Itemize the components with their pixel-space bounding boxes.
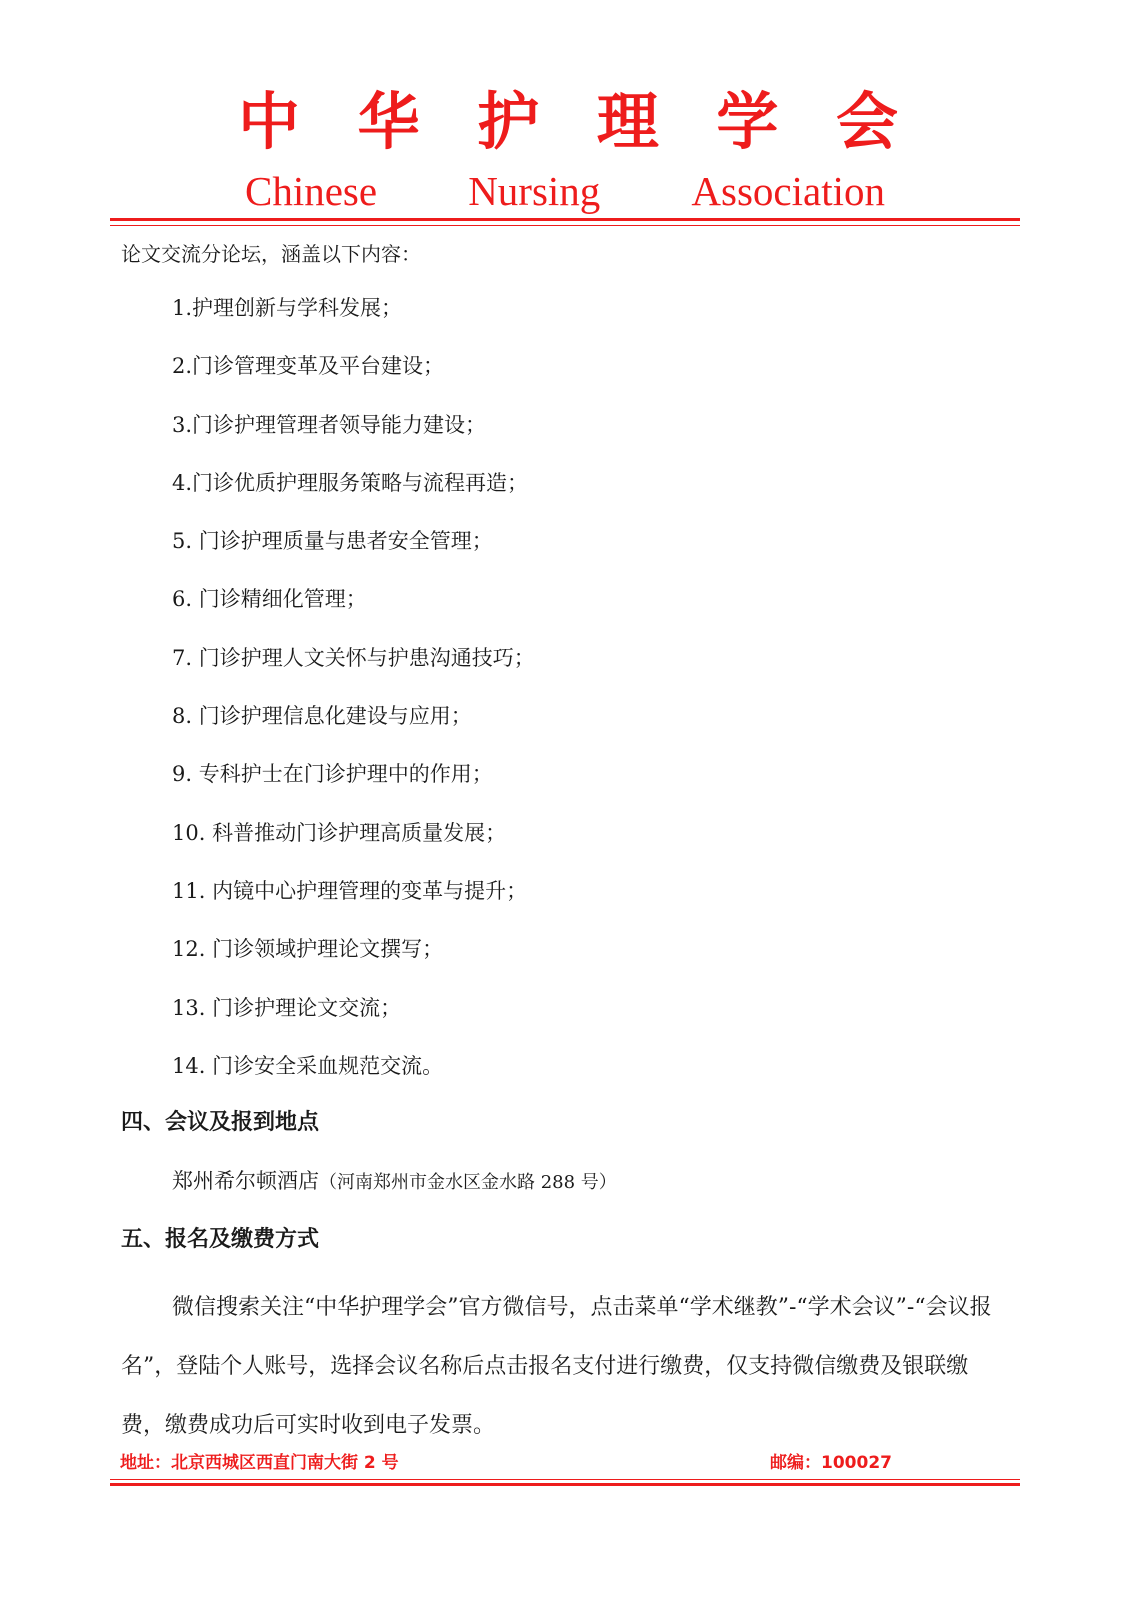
footer [120,1450,1020,1480]
letterhead-char: 护 [477,85,540,158]
list-item: 2.门诊管理变革及平台建设； [172,354,445,379]
header-rule-thick [110,218,1020,221]
list-item: 14. 门诊安全采血规范交流。 [172,1053,444,1078]
letterhead-chinese-name [110,82,1020,162]
letterhead-word: Chinese [245,168,378,214]
section-heading-registration: 五、报名及缴费方式 [121,1227,320,1252]
letterhead-word: Association [691,168,885,214]
letterhead-char: 理 [596,85,659,158]
list-item: 1.护理创新与学科发展； [172,296,403,320]
registration-text: 微信搜索关注“中华护理学会”官方微信号，点击菜单“学术继教”-“学术会议”-“会议报名”，登陆个人账号，选择会议名称后点击报名支付进行缴费，仅支持微信缴费及银联缴费，缴费成功后可实时收到电子发票。 [121,1295,992,1438]
list-item: 6. 门诊精细化管理； [172,587,367,612]
list-item: 10. 科普推动门诊护理高质量发展； [172,820,507,845]
footer-rule-thin [110,1479,1020,1480]
footer-postcode: 邮编：100027 [770,1453,892,1473]
venue-address: （河南郑州市金水区金水路 288 号） [319,1172,617,1193]
section-heading-venue: 四、会议及报到地点 [121,1110,320,1135]
list-item: 5. 门诊护理质量与患者安全管理； [172,529,493,554]
footer-rule-thick [110,1483,1020,1486]
venue-line [172,1163,617,1201]
list-item: 13. 门诊护理论文交流； [172,995,402,1020]
list-item: 12. 门诊领域护理论文撰写； [172,937,444,962]
list-item: 4.门诊优质护理服务策略与流程再造； [172,470,529,495]
letterhead-char: 华 [357,85,420,158]
letterhead-char: 会 [835,85,898,158]
letterhead-word: Nursing [468,168,601,214]
registration-paragraph [121,1278,1011,1455]
letterhead-char: 中 [238,85,301,158]
letterhead-char: 学 [716,85,779,158]
letterhead-english-name [110,165,1020,217]
list-item: 9. 专科护士在门诊护理中的作用； [172,762,493,787]
venue-name: 郑州希尔顿酒店 [172,1169,319,1193]
topic-list [172,290,535,1106]
list-item: 3.门诊护理管理者领导能力建设； [172,412,487,437]
list-item: 11. 内镜中心护理管理的变革与提升； [172,878,528,903]
list-item: 8. 门诊护理信息化建设与应用； [172,704,472,729]
header-rule-thin [110,225,1020,226]
list-item: 7. 门诊护理人文关怀与护患沟通技巧； [172,645,535,670]
footer-address: 地址：北京西城区西直门南大街 2 号 [120,1453,399,1473]
forum-intro: 论文交流分论坛，涵盖以下内容： [121,242,421,266]
